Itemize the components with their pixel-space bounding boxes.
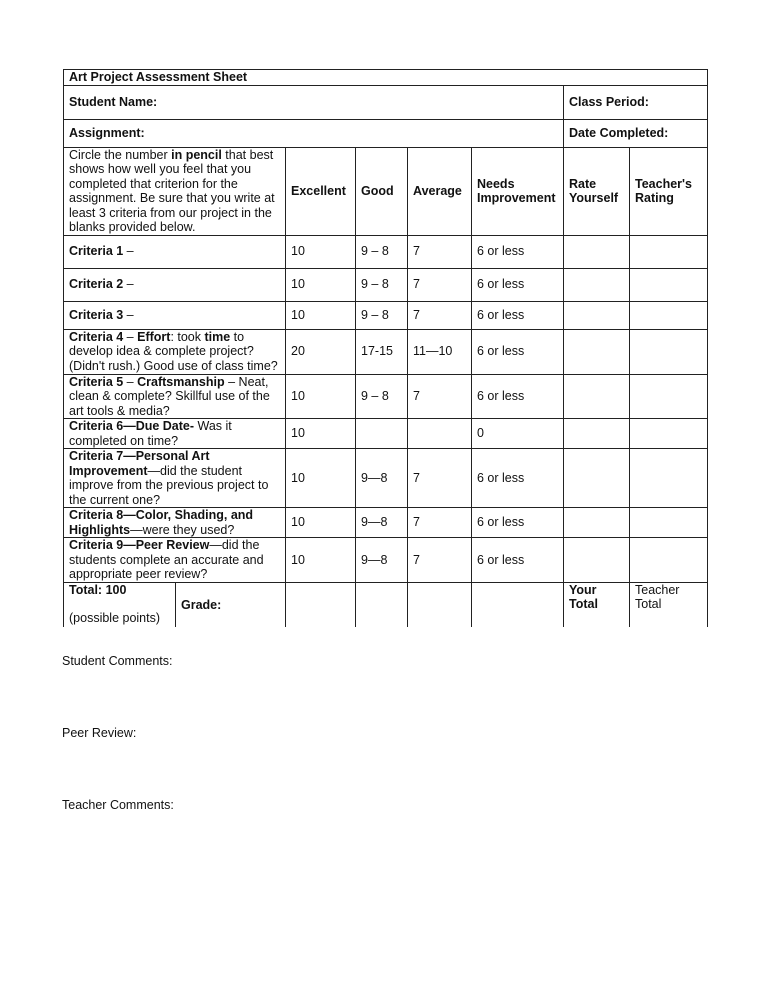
score-excellent[interactable]: 20 <box>286 329 356 374</box>
score-excellent[interactable]: 10 <box>286 268 356 301</box>
score-needs-improvement[interactable]: 6 or less <box>472 235 564 268</box>
teacher-rating-cell[interactable] <box>630 508 708 538</box>
score-good[interactable]: 9 – 8 <box>356 268 408 301</box>
rate-yourself-cell[interactable] <box>564 374 630 419</box>
criteria-row <box>64 329 708 374</box>
rate-yourself-cell[interactable] <box>564 301 630 329</box>
criteria-label: Criteria 3 – <box>64 301 286 329</box>
rate-yourself-cell[interactable] <box>564 419 630 449</box>
teacher-rating-cell[interactable] <box>630 449 708 508</box>
score-good[interactable]: 9—8 <box>356 508 408 538</box>
score-average[interactable] <box>408 419 472 449</box>
score-needs-improvement[interactable]: 6 or less <box>472 538 564 583</box>
score-needs-improvement[interactable]: 6 or less <box>472 374 564 419</box>
criteria-row <box>64 449 708 508</box>
rate-yourself-cell[interactable] <box>564 235 630 268</box>
score-excellent[interactable]: 10 <box>286 449 356 508</box>
score-needs-improvement[interactable]: 6 or less <box>472 268 564 301</box>
peer-review-label: Peer Review: <box>62 726 137 740</box>
criteria-label: Criteria 1 – <box>64 235 286 268</box>
rate-yourself-cell[interactable] <box>564 538 630 583</box>
student-comments-label: Student Comments: <box>62 654 173 668</box>
score-average[interactable]: 7 <box>408 538 472 583</box>
score-needs-improvement[interactable]: 6 or less <box>472 449 564 508</box>
teacher-rating-cell[interactable] <box>630 329 708 374</box>
teacher-rating-cell[interactable] <box>630 374 708 419</box>
score-good[interactable]: 9—8 <box>356 538 408 583</box>
total-average-cell[interactable] <box>408 582 472 627</box>
class-period-field[interactable]: Class Period: <box>564 85 708 119</box>
score-good[interactable] <box>356 419 408 449</box>
score-average[interactable]: 7 <box>408 508 472 538</box>
rate-yourself-cell[interactable] <box>564 508 630 538</box>
teacher-rating-cell[interactable] <box>630 538 708 583</box>
score-average[interactable]: 7 <box>408 301 472 329</box>
score-average[interactable]: 11—10 <box>408 329 472 374</box>
rate-yourself-cell[interactable] <box>564 329 630 374</box>
criteria-label: Criteria 9—Peer Review—did the students complete an accurate and appropriate peer review? <box>64 538 286 583</box>
total-needs-cell[interactable] <box>472 582 564 627</box>
header-row <box>64 147 708 235</box>
header-good: Good <box>356 147 408 235</box>
grade-field[interactable]: Grade: <box>176 582 286 627</box>
sheet-title: Art Project Assessment Sheet <box>64 70 708 86</box>
total-row <box>64 582 708 627</box>
score-good[interactable]: 9—8 <box>356 449 408 508</box>
score-needs-improvement[interactable]: 6 or less <box>472 508 564 538</box>
score-needs-improvement[interactable]: 6 or less <box>472 301 564 329</box>
score-excellent[interactable]: 10 <box>286 235 356 268</box>
score-good[interactable]: 17-15 <box>356 329 408 374</box>
score-needs-improvement[interactable]: 0 <box>472 419 564 449</box>
student-name-field[interactable]: Student Name: <box>64 85 564 119</box>
score-average[interactable]: 7 <box>408 374 472 419</box>
header-average: Average <box>408 147 472 235</box>
criteria-label: Criteria 6—Due Date- Was it completed on time? <box>64 419 286 449</box>
teacher-comments-label: Teacher Comments: <box>62 798 174 812</box>
header-needs-improvement: Needs Improvement <box>472 147 564 235</box>
teacher-rating-cell[interactable] <box>630 301 708 329</box>
your-total-cell[interactable]: Your Total <box>564 582 630 627</box>
score-needs-improvement[interactable]: 6 or less <box>472 329 564 374</box>
teacher-rating-cell[interactable] <box>630 268 708 301</box>
teacher-rating-cell[interactable] <box>630 235 708 268</box>
rate-yourself-cell[interactable] <box>564 449 630 508</box>
criteria-row <box>64 374 708 419</box>
score-good[interactable]: 9 – 8 <box>356 235 408 268</box>
total-good-cell[interactable] <box>356 582 408 627</box>
teacher-rating-cell[interactable] <box>630 419 708 449</box>
header-teachers-rating: Teacher's Rating <box>630 147 708 235</box>
criteria-row <box>64 538 708 583</box>
score-excellent[interactable]: 10 <box>286 508 356 538</box>
instructions-cell: Circle the number in pencil that best shows how well you feel that you completed that criterion for the assignment. Be sure that you write at least 3 criteria from our project in the blanks provided below. <box>64 147 286 235</box>
score-excellent[interactable]: 10 <box>286 538 356 583</box>
criteria-label: Criteria 5 – Craftsmanship – Neat, clean & complete? Skillful use of the art tools & media? <box>64 374 286 419</box>
header-rate-yourself: Rate Yourself <box>564 147 630 235</box>
teacher-total-cell[interactable]: Teacher Total <box>630 582 708 627</box>
score-average[interactable]: 7 <box>408 268 472 301</box>
date-completed-field[interactable]: Date Completed: <box>564 119 708 147</box>
score-excellent[interactable]: 10 <box>286 374 356 419</box>
criteria-row <box>64 508 708 538</box>
score-good[interactable]: 9 – 8 <box>356 301 408 329</box>
criteria-row <box>64 235 708 268</box>
assessment-table <box>63 69 708 627</box>
criteria-label: Criteria 2 – <box>64 268 286 301</box>
criteria-row <box>64 419 708 449</box>
total-excellent-cell[interactable] <box>286 582 356 627</box>
total-cell: Total: 100 (possible points) <box>64 582 176 627</box>
score-good[interactable]: 9 – 8 <box>356 374 408 419</box>
criteria-label: Criteria 7—Personal Art Improvement—did the student improve from the previous project to the current one? <box>64 449 286 508</box>
criteria-row <box>64 301 708 329</box>
criteria-label: Criteria 4 – Effort: took time to develop idea & complete project? (Didn't rush.) Good use of class time? <box>64 329 286 374</box>
score-excellent[interactable]: 10 <box>286 301 356 329</box>
criteria-row <box>64 268 708 301</box>
score-excellent[interactable]: 10 <box>286 419 356 449</box>
header-excellent: Excellent <box>286 147 356 235</box>
score-average[interactable]: 7 <box>408 449 472 508</box>
criteria-label: Criteria 8—Color, Shading, and Highlights—were they used? <box>64 508 286 538</box>
assignment-field[interactable]: Assignment: <box>64 119 564 147</box>
rate-yourself-cell[interactable] <box>564 268 630 301</box>
score-average[interactable]: 7 <box>408 235 472 268</box>
